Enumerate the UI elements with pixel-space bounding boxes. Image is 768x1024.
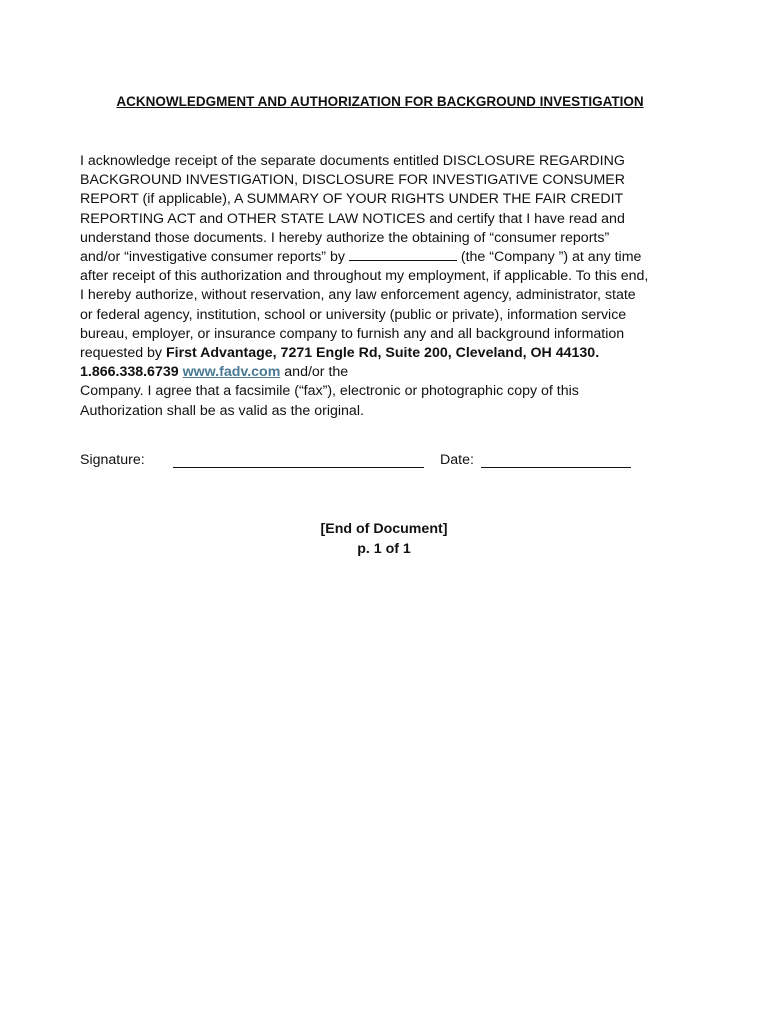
end-label: [End of Document] — [320, 521, 448, 537]
paragraph-text: and/or “investigative consumer reports” by — [80, 249, 345, 266]
page-number: p. 1 of 1 — [357, 540, 411, 557]
website-link[interactable]: www.fadv.com — [182, 364, 281, 381]
signature-label: Signature: — [80, 452, 145, 468]
company-name-blank — [349, 248, 457, 261]
date-label: Date: — [440, 452, 474, 468]
paragraph-line: understand those documents. I hereby authorize the obtaining of “consumer reports” — [80, 229, 610, 246]
paragraph-line: I hereby authorize, without reservation, any law enforcement agency, administrator, state — [80, 287, 636, 304]
phone-number: 1.866.338.6739 — [80, 364, 179, 381]
paragraph-text: (the “Company ”) at any time — [460, 249, 642, 266]
paragraph-line — [80, 344, 695, 363]
company-address: First Advantage, 7271 Engle Rd, Suite 200, Cleveland, OH 44130. — [165, 345, 600, 362]
end-of-document — [234, 520, 534, 559]
paragraph-line: REPORT (if applicable), A SUMMARY OF YOUR RIGHTS UNDER THE FAIR CREDIT — [80, 191, 624, 208]
paragraph-line — [80, 363, 695, 382]
paragraph-line — [80, 248, 695, 267]
paragraph-line: Authorization shall be as valid as the original. — [80, 402, 364, 419]
paragraph-line: I acknowledge receipt of the separate documents entitled DISCLOSURE REGARDING — [80, 153, 625, 169]
paragraph-line: bureau, employer, or insurance company to furnish any and all background information — [80, 325, 625, 342]
signature-row — [80, 452, 680, 472]
paragraph-line: or federal agency, institution, school or university (public or private), information service — [80, 306, 627, 323]
paragraph-text: and/or the — [284, 364, 349, 381]
paragraph-line: REPORTING ACT and OTHER STATE LAW NOTICES and certify that I have read and — [80, 210, 625, 227]
document-title: ACKNOWLEDGMENT AND AUTHORIZATION FOR BACKGROUND INVESTIGATION — [116, 94, 644, 109]
signature-line[interactable] — [173, 467, 424, 468]
paragraph-line: BACKGROUND INVESTIGATION, DISCLOSURE FOR INVESTIGATIVE CONSUMER — [80, 172, 625, 189]
date-line[interactable] — [481, 467, 631, 468]
authorization-paragraph — [80, 152, 695, 421]
paragraph-text: requested by — [80, 345, 166, 362]
paragraph-line: Company. I agree that a facsimile (“fax”), electronic or photographic copy of this — [80, 383, 579, 400]
paragraph-line: after receipt of this authorization and throughout my employment, if applicable. To this end, — [80, 268, 649, 285]
